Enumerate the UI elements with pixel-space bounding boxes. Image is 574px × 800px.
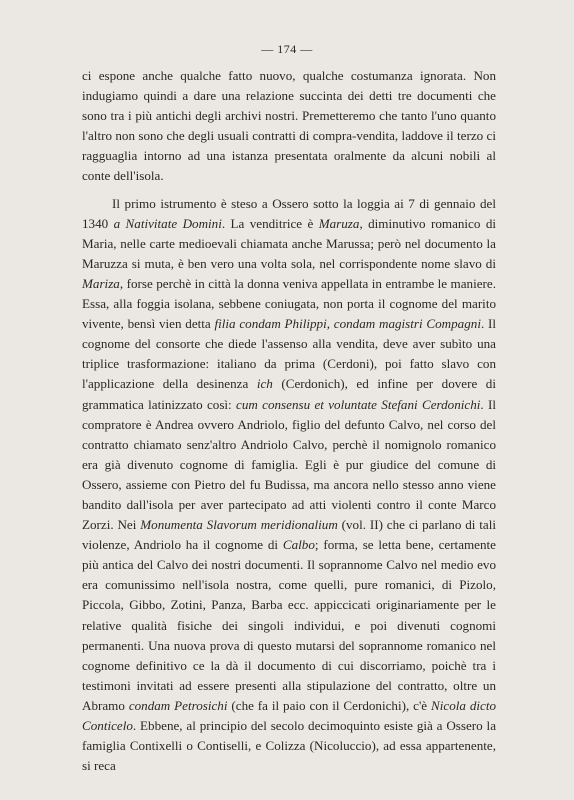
italic-phrase: filia condam Philippi, condam magistri Compagni <box>214 316 481 332</box>
page-number: — 174 — <box>261 42 313 56</box>
italic-phrase: cum consensu et voluntate Stefani Cerdonichi <box>236 396 481 412</box>
text-run: . Il cognome del consorte che diede l'assenso alla vendita, deve aver subìto una triplice trasformazione: italiano da prima (Cerdoni), poi fatto slavo con l'applicazione della desinenza <box>82 316 496 392</box>
text-run: , diminutivo romanico di Maria, nelle carte medioevali chiamata anche Marussa; però nel documento la Maruzza si muta, è ben vero una volta sola, nel corrispondente nome slavo di <box>82 215 496 271</box>
italic-phrase: Nicola dicto Conticelo <box>82 697 497 733</box>
italic-phrase: Calbo <box>282 537 315 553</box>
italic-phrase: a Nativitate Domini <box>113 215 222 231</box>
body-text <box>82 66 496 776</box>
italic-phrase: ich <box>256 376 273 392</box>
italic-phrase: condam Petrosichi <box>128 697 228 713</box>
text-run: ; forma, se letta bene, certamente più antica del Calvo dei nostri documenti. Il soprannome Calvo nel medio evo era comunissimo nell'isola nostra, come quelli, pure romanici, di Pizolo, Piccola, Gibbo, Zotini, Panza, Barba ecc. appiccicati originariamente per le relative qualità fisiche dei singoli individui, e poi divenuti cognomi permanenti. Una nuova prova di questo mutarsi del soprannome romanico nel cognome definitivo ce la dà il documento di cui discorriamo, poichè tra i testimoni invitati ad essere presenti alla stipulazione del contratto, oltre un Abramo <box>82 537 496 713</box>
text-run: (vol. II) che ci parlano di tali violenze, Andriolo ha il cognome di <box>82 517 496 553</box>
paragraph-2 <box>82 194 496 777</box>
text-run: , forse perchè in città la donna veniva appellata in entrambe le maniere. Essa, alla foggia isolana, sebbene coniugata, non porta il cognome del marito vivente, bensì vien detta <box>82 275 496 332</box>
text-run: (che fa il paio con il Cerdonichi), c'è <box>227 697 432 713</box>
text-run: Il primo istrumento è steso a Ossero sotto la loggia ai 7 di gennaio del 1340 <box>82 195 496 231</box>
italic-phrase: Monumenta Slavorum meridionalium <box>140 517 338 533</box>
text-run: . Il compratore è Andrea ovvero Andriolo, figlio del defunto Calvo, nel corso del contratto chiamato senz'altro Andriolo Calvo, perchè il nomignolo romanico era già divenuto cognome di famiglia. Egli è pur giudice del comune di Ossero, assieme con Pietro del fu Budissa, ma ancora nello stesso anno viene bandito dall'isola per aver partecipato ad atti violenti contro il conte Marco Zorzi. Nei <box>82 396 496 533</box>
text-run: . La venditrice è <box>221 215 319 231</box>
text-run: (Cerdonich), ed infine per dovere di grammatica latinizzato così: <box>82 376 496 412</box>
italic-phrase: Maruza <box>318 215 360 231</box>
italic-phrase: Mariza <box>82 275 120 291</box>
text-run: ci espone anche qualche fatto nuovo, qualche costumanza ignorata. Non indugiamo quindi a dare una relazione succinta dei detti tre documenti che sono tra i più antichi degli archivi nostri. Premetteremo che tanto l'uno quanto l'altro non sono che degli usuali contratti di compra-vendita, laddove il terzo ci ragguaglia intorno ad una istanza presentata oralmente da alcuni nobili al conte dell'isola. <box>82 68 496 184</box>
text-run: . Ebbene, al principio del secolo decimoquinto esiste già a Ossero la famiglia Contixelli o Contiselli, e Colizza (Nicoluccio), ad essa appartenente, si reca <box>82 718 496 774</box>
paragraph-1 <box>82 66 496 187</box>
